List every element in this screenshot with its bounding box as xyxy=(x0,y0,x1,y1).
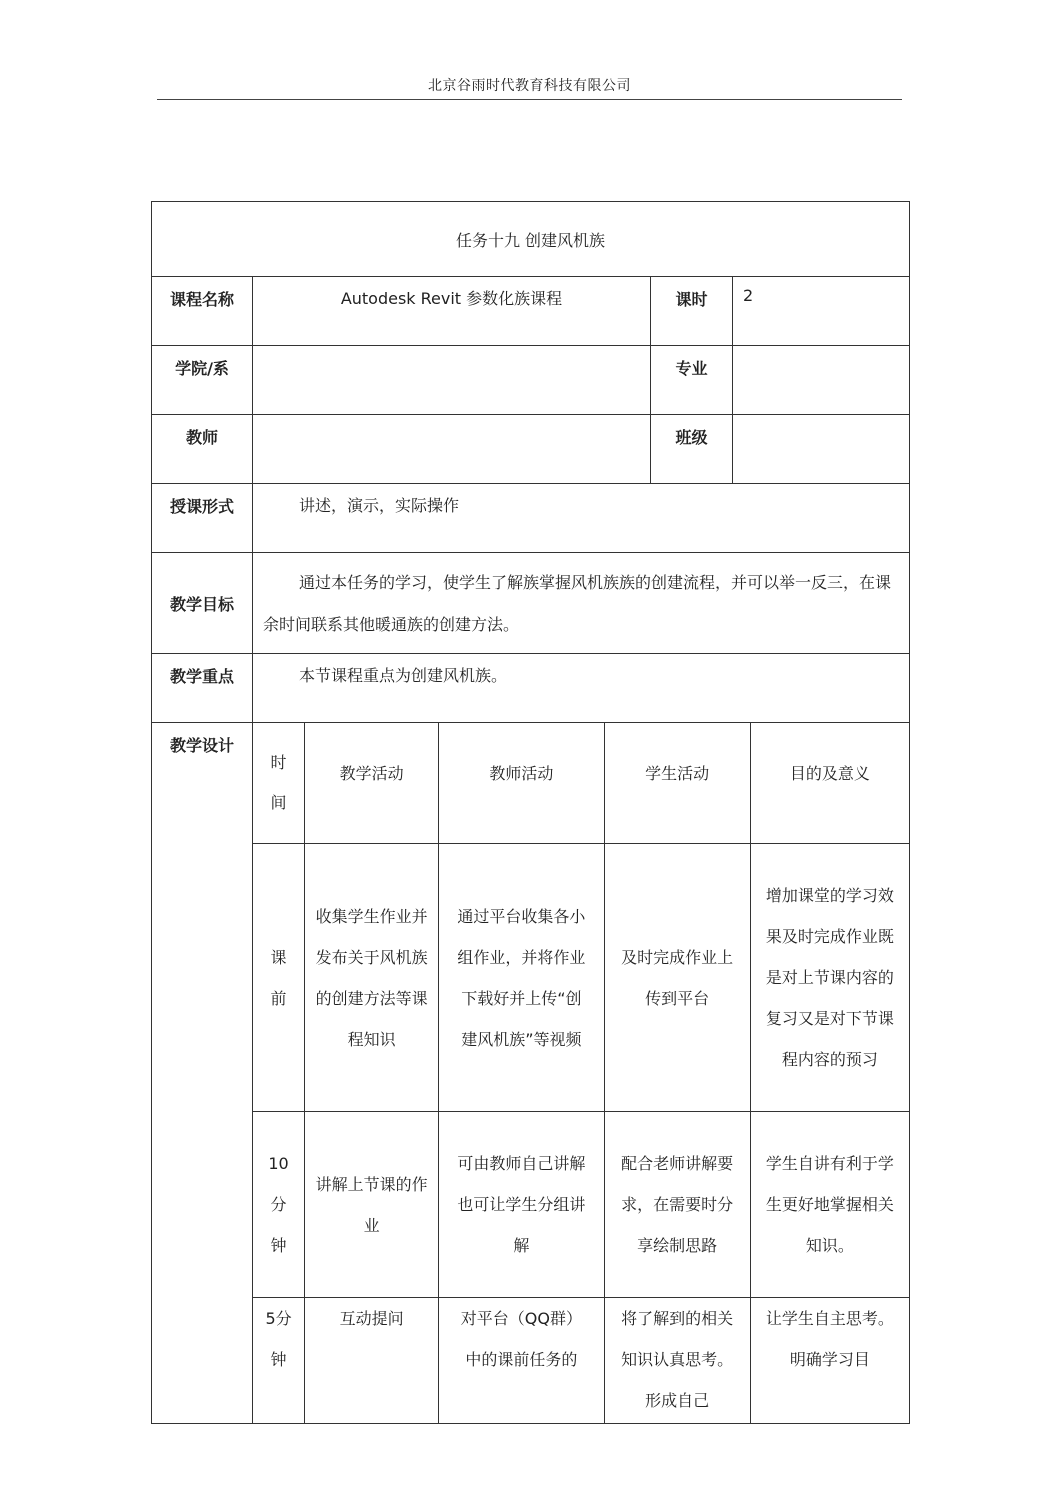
row-activity: 讲解上节课的作业 xyxy=(305,1112,439,1298)
row-teacher: 可由教师自己讲解也可让学生分组讲解 xyxy=(439,1112,604,1298)
row-activity: 收集学生作业并发布关于风机族的创建方法等课程知识 xyxy=(305,844,439,1112)
goal-text: 通过本任务的学习，使学生了解族掌握风机族族的创建流程，并可以举一反三，在课余时间联系其他暖通族的创建方法。 xyxy=(263,573,892,634)
college-label: 学院/系 xyxy=(152,346,253,415)
teacher-value xyxy=(253,415,651,484)
page-header-company: 北京谷雨时代教育科技有限公司 xyxy=(428,78,631,94)
form-value: 讲述，演示，实际操作 xyxy=(253,484,910,553)
col-header-teacher: 教师活动 xyxy=(439,723,604,844)
table-row xyxy=(253,844,910,1112)
row-student: 及时完成作业上传到平台 xyxy=(604,844,750,1112)
course-name-value: Autodesk Revit 参数化族课程 xyxy=(253,277,651,346)
goal-value xyxy=(253,553,910,654)
major-value xyxy=(733,346,910,415)
key-value: 本节课程重点为创建风机族。 xyxy=(253,654,910,723)
row-time: 课前 xyxy=(253,844,305,1112)
key-label: 教学重点 xyxy=(152,654,253,723)
hours-value: 2 xyxy=(733,277,910,346)
row-activity: 互动提问 xyxy=(305,1298,439,1424)
col-header-time: 时间 xyxy=(253,723,305,844)
major-label: 专业 xyxy=(651,346,733,415)
teacher-label: 教师 xyxy=(152,415,253,484)
class-label: 班级 xyxy=(651,415,733,484)
row-purpose: 学生自讲有利于学生更好地掌握相关知识。 xyxy=(750,1112,909,1298)
col-header-purpose: 目的及意义 xyxy=(750,723,909,844)
class-value xyxy=(733,415,910,484)
row-purpose: 让学生自主思考。明确学习目 xyxy=(750,1298,909,1424)
row-purpose: 增加课堂的学习效果及时完成作业既是对上节课内容的复习又是对下节课程内容的预习 xyxy=(750,844,909,1112)
table-row xyxy=(253,1112,910,1298)
course-name-label: 课程名称 xyxy=(152,277,253,346)
college-value xyxy=(253,346,651,415)
form-label: 授课形式 xyxy=(152,484,253,553)
col-header-student: 学生活动 xyxy=(604,723,750,844)
table-row xyxy=(253,1298,910,1424)
design-table xyxy=(252,722,910,1424)
row-student: 配合老师讲解要求，在需要时分享绘制思路 xyxy=(604,1112,750,1298)
col-header-activity: 教学活动 xyxy=(305,723,439,844)
lesson-plan-table xyxy=(151,201,910,1424)
row-teacher: 对平台（QQ群）中的课前任务的 xyxy=(439,1298,604,1424)
design-label: 教学设计 xyxy=(152,723,253,1424)
row-time: 10分钟 xyxy=(253,1112,305,1298)
row-teacher: 通过平台收集各小组作业，并将作业下载好并上传“创建风机族”等视频 xyxy=(439,844,604,1112)
row-student: 将了解到的相关知识认真思考。形成自己 xyxy=(604,1298,750,1424)
goal-label: 教学目标 xyxy=(152,553,253,654)
design-container xyxy=(253,723,910,1424)
page-title: 任务十九 创建风机族 xyxy=(152,202,910,277)
hours-label: 课时 xyxy=(651,277,733,346)
row-time: 5分钟 xyxy=(253,1298,305,1424)
header-divider xyxy=(157,99,902,100)
